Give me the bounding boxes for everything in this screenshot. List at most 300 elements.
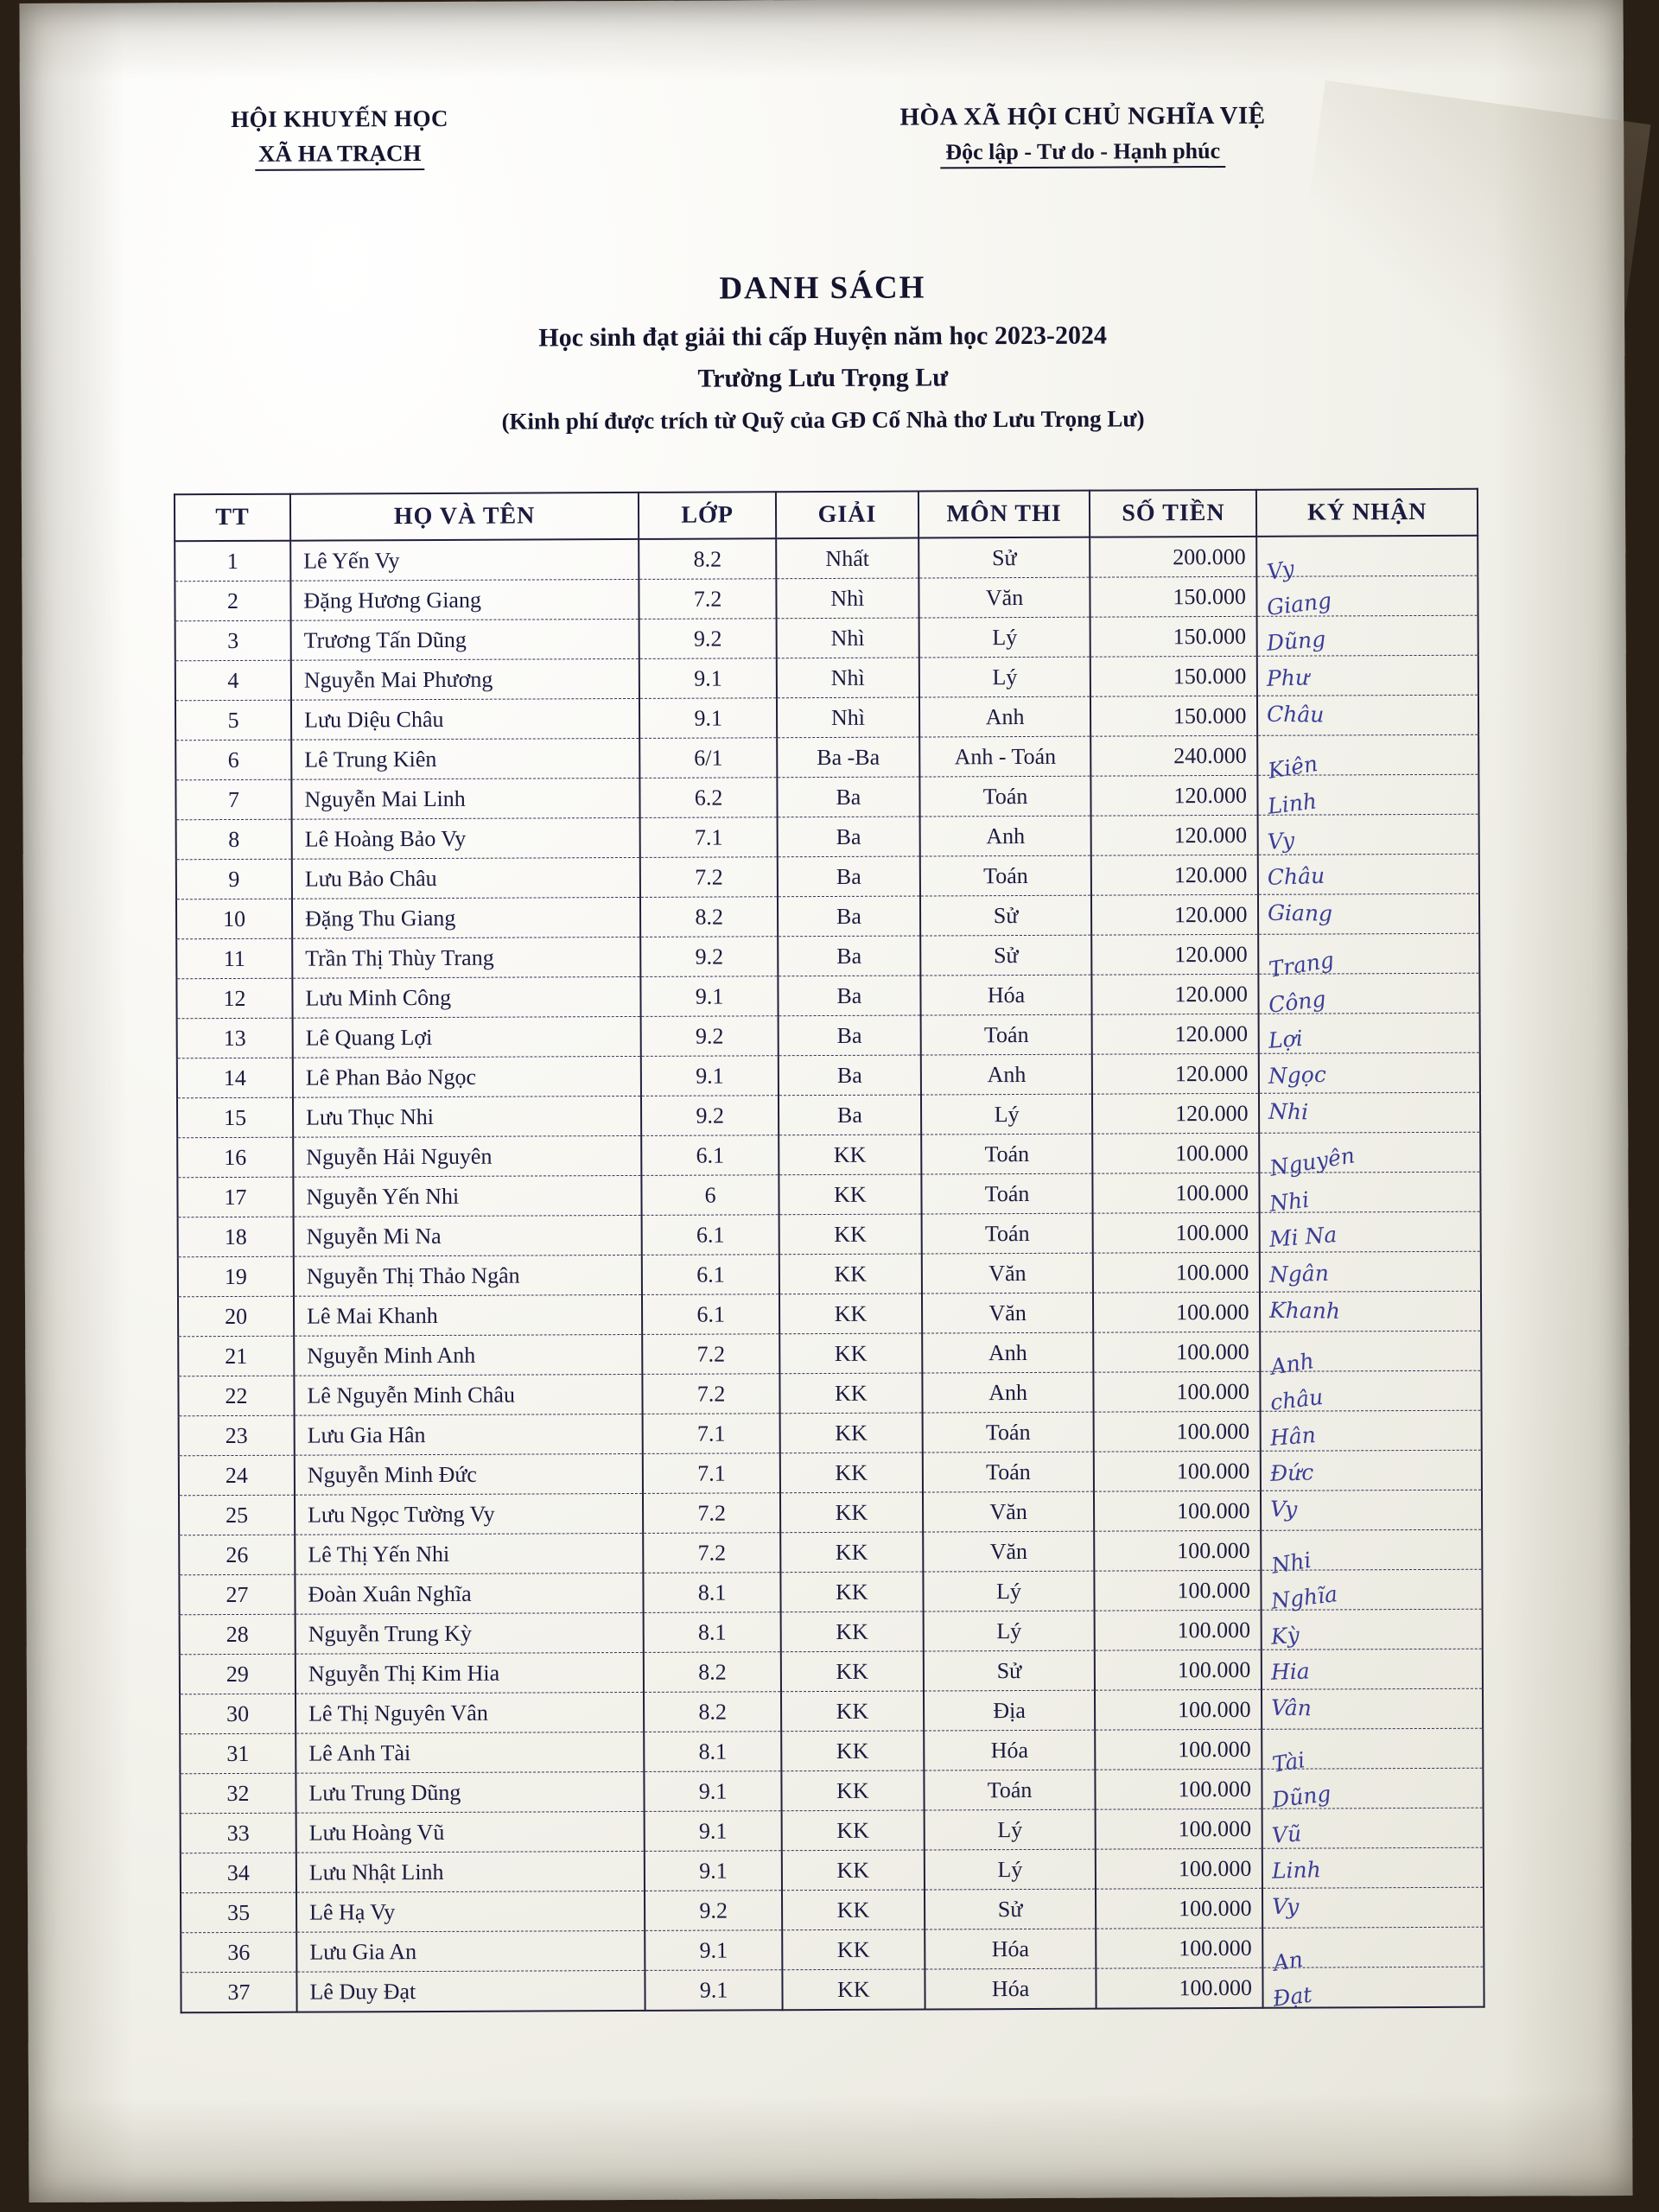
cell-prize: KK	[780, 1532, 923, 1573]
handwritten-signature: Kiên	[1266, 750, 1320, 784]
page-title: DANH SÁCH	[719, 270, 926, 307]
cell-prize: Ba	[779, 1015, 921, 1056]
cell-class: 9.2	[641, 1016, 779, 1057]
table-row	[177, 1052, 1480, 1098]
handwritten-signature: Vy	[1265, 556, 1297, 585]
cell-prize: KK	[782, 1969, 925, 2010]
cell-signature	[1261, 1370, 1482, 1415]
cell-subject: Sử	[920, 935, 1092, 976]
cell-name: Lê Trung Kiên	[291, 738, 639, 779]
cell-tt: 14	[177, 1058, 293, 1098]
cell-name: Nguyễn Thị Thảo Ngân	[294, 1255, 642, 1296]
cell-name: Lê Hoàng Bảo Vy	[292, 817, 640, 859]
cell-subject: Lý	[918, 617, 1090, 658]
table-row	[177, 1013, 1480, 1058]
cell-subject: Văn	[921, 1253, 1093, 1294]
cell-tt: 24	[179, 1455, 295, 1496]
cell-class: 9.1	[645, 1930, 782, 1971]
column-header-sign: KÝ NHẬN	[1256, 489, 1478, 537]
cell-name: Nguyễn Thị Kim Hia	[296, 1652, 644, 1694]
cell-signature	[1259, 1092, 1480, 1133]
cell-money: 150.000	[1090, 616, 1257, 657]
cell-subject: Lý	[924, 1849, 1096, 1890]
handwritten-signature: Vũ	[1271, 1821, 1303, 1848]
cell-signature	[1262, 1847, 1484, 1888]
cell-name: Lưu Bảo Châu	[292, 857, 640, 899]
cell-class: 9.1	[641, 1056, 779, 1096]
cell-money: 120.000	[1091, 855, 1258, 895]
cell-name: Lê Thị Yến Nhi	[295, 1533, 643, 1574]
cell-tt: 21	[178, 1336, 294, 1376]
table-row	[181, 1808, 1484, 1853]
table-row	[179, 1450, 1482, 1496]
handwritten-signature: Anh	[1268, 1348, 1317, 1380]
cell-signature	[1262, 1728, 1484, 1777]
table-row	[176, 814, 1479, 860]
cell-signature	[1261, 1490, 1482, 1530]
cell-name: Đoàn Xuân Nghĩa	[295, 1573, 643, 1614]
cell-name: Nguyễn Mai Phương	[291, 658, 639, 700]
table-row	[180, 1649, 1483, 1694]
cell-subject: Hóa	[925, 1968, 1096, 2009]
cell-tt: 13	[177, 1018, 293, 1058]
cell-class: 8.1	[644, 1612, 781, 1653]
cell-class: 7.2	[642, 1334, 779, 1375]
cell-prize: KK	[781, 1611, 924, 1652]
cell-signature	[1262, 1569, 1483, 1614]
cell-money: 100.000	[1094, 1332, 1261, 1372]
cell-subject: Anh	[922, 1372, 1094, 1413]
table-row	[180, 1609, 1483, 1655]
cell-name: Nguyễn Mi Na	[294, 1215, 642, 1256]
cell-subject: Văn	[923, 1491, 1095, 1532]
cell-class: 7.2	[643, 1493, 780, 1534]
handwritten-signature: Tài	[1270, 1747, 1307, 1777]
cell-tt: 25	[179, 1495, 295, 1535]
cell-prize: KK	[779, 1174, 921, 1215]
cell-signature	[1259, 1052, 1480, 1093]
cell-class: 7.2	[640, 857, 778, 898]
cell-signature	[1260, 1172, 1481, 1217]
cell-tt: 28	[180, 1614, 296, 1655]
cell-prize: KK	[779, 1294, 922, 1334]
cell-signature	[1258, 854, 1479, 894]
cell-class: 9.2	[639, 619, 777, 659]
cell-tt: 16	[177, 1137, 293, 1178]
cell-class: 6	[641, 1175, 779, 1216]
cell-prize: KK	[779, 1373, 922, 1414]
cell-name: Lưu Trung Dũng	[296, 1771, 644, 1813]
organization-block	[20, 105, 607, 173]
cell-class: 7.2	[643, 1533, 780, 1573]
handwritten-signature: Ngọc	[1268, 1061, 1327, 1089]
cell-subject: Anh	[919, 816, 1091, 856]
cell-signature	[1260, 1291, 1481, 1332]
cell-signature	[1260, 1211, 1481, 1252]
handwritten-signature: Khanh	[1269, 1297, 1341, 1324]
handwritten-signature: Ngân	[1268, 1260, 1330, 1287]
cell-tt: 34	[181, 1853, 296, 1893]
cell-class: 9.1	[639, 658, 777, 699]
cell-subject: Sử	[925, 1889, 1096, 1929]
handwritten-signature: Phư	[1266, 664, 1310, 691]
cell-tt: 4	[175, 660, 291, 701]
cell-subject: Lý	[918, 657, 1090, 697]
handwritten-signature: Nguyên	[1268, 1142, 1357, 1181]
cell-tt: 15	[177, 1097, 293, 1138]
cell-name: Đặng Hương Giang	[290, 579, 639, 620]
cell-signature	[1257, 575, 1478, 620]
handwritten-signature: Châu	[1267, 701, 1325, 728]
cell-tt: 3	[175, 620, 291, 661]
handwritten-signature: Giang	[1266, 588, 1333, 620]
table-row	[177, 1132, 1480, 1178]
cell-name: Lê Nguyễn Minh Châu	[294, 1374, 642, 1415]
cell-class: 6.1	[642, 1294, 779, 1335]
cell-signature	[1262, 1768, 1484, 1813]
handwritten-signature: Kỳ	[1270, 1622, 1301, 1649]
cell-money: 150.000	[1090, 696, 1257, 736]
cell-subject: Toán	[922, 1452, 1094, 1492]
students-table-container	[174, 488, 1485, 2014]
cell-name: Đặng Thu Giang	[292, 897, 640, 938]
cell-name: Lưu Minh Công	[292, 976, 640, 1018]
cell-class: 9.1	[640, 976, 778, 1017]
cell-subject: Toán	[921, 1173, 1093, 1214]
cell-prize: Ba	[777, 777, 919, 817]
cell-money: 100.000	[1096, 1769, 1262, 1809]
table-row	[177, 1092, 1480, 1138]
handwritten-signature: Vân	[1271, 1694, 1313, 1721]
cell-class: 9.2	[641, 1096, 779, 1136]
cell-prize: Ba	[778, 896, 920, 937]
table-row	[181, 1847, 1484, 1893]
handwritten-signature: Linh	[1271, 1857, 1322, 1884]
cell-prize: Nhì	[777, 658, 919, 698]
cell-money: 240.000	[1091, 735, 1258, 776]
cell-subject: Toán	[919, 855, 1091, 896]
cell-signature	[1258, 814, 1479, 855]
handwritten-signature: Linh	[1267, 788, 1319, 819]
cell-prize: KK	[779, 1135, 921, 1175]
table-row	[180, 1728, 1483, 1774]
cell-prize: KK	[781, 1731, 924, 1771]
cell-prize: Nhì	[777, 618, 919, 658]
cell-tt: 29	[180, 1654, 296, 1694]
cell-signature	[1259, 1013, 1480, 1053]
cell-class: 7.2	[639, 579, 776, 620]
cell-subject: Văn	[923, 1531, 1095, 1572]
table-row	[175, 695, 1478, 741]
cell-tt: 18	[178, 1217, 294, 1257]
cell-subject: Toán	[919, 776, 1091, 817]
table-row	[178, 1331, 1481, 1376]
cell-money: 100.000	[1095, 1530, 1262, 1571]
cell-class: 6.1	[642, 1255, 779, 1295]
cell-signature	[1262, 1887, 1484, 1928]
cell-subject: Hóa	[925, 1929, 1096, 1969]
students-table-body	[175, 536, 1484, 2013]
table-row	[179, 1529, 1482, 1575]
cell-prize: KK	[782, 1850, 925, 1891]
cell-class: 7.1	[643, 1414, 780, 1454]
cell-name: Nguyễn Yến Nhi	[293, 1175, 641, 1217]
cell-subject: Hóa	[924, 1730, 1096, 1770]
table-row	[178, 1211, 1481, 1257]
handwritten-signature: An	[1271, 1946, 1306, 1976]
cell-tt: 1	[175, 541, 290, 582]
cell-signature	[1261, 1410, 1482, 1451]
national-heading-block	[607, 100, 1558, 170]
cell-tt: 35	[181, 1892, 296, 1933]
table-row	[180, 1688, 1483, 1734]
cell-tt: 7	[175, 779, 291, 820]
cell-prize: Ba	[778, 817, 920, 857]
cell-name: Lê Duy Đạt	[296, 1970, 645, 2012]
cell-tt: 36	[181, 1932, 296, 1973]
cell-signature	[1261, 1331, 1482, 1380]
table-row	[176, 933, 1479, 979]
cell-class: 8.1	[643, 1573, 780, 1613]
cell-subject: Sử	[920, 895, 1092, 936]
cell-subject: Anh	[922, 1332, 1094, 1373]
cell-signature	[1259, 933, 1480, 982]
table-row	[176, 893, 1479, 939]
cell-money: 120.000	[1092, 974, 1259, 1014]
handwritten-signature: Hân	[1269, 1422, 1318, 1451]
cell-tt: 30	[180, 1694, 296, 1734]
cell-name: Lê Mai Khanh	[294, 1294, 642, 1336]
cell-subject: Sử	[918, 537, 1090, 578]
cell-signature	[1257, 655, 1478, 696]
cell-signature	[1259, 973, 1480, 1018]
national-title: HÒA XÃ HỘI CHỦ NGHĨA VIỆ	[899, 101, 1266, 131]
cell-money: 100.000	[1094, 1411, 1261, 1452]
cell-prize: Ba	[778, 936, 920, 976]
cell-name: Lưu Gia An	[296, 1930, 645, 1972]
cell-class: 9.1	[645, 1811, 782, 1852]
cell-money: 100.000	[1096, 1848, 1262, 1889]
cell-money: 120.000	[1091, 815, 1258, 855]
cell-signature	[1260, 1251, 1481, 1292]
cell-name: Nguyễn Trung Kỳ	[296, 1612, 644, 1654]
table-row	[175, 734, 1478, 780]
cell-prize: KK	[781, 1651, 924, 1692]
cell-money: 100.000	[1096, 1808, 1262, 1849]
cell-prize: Ba	[779, 1095, 921, 1135]
cell-class: 7.2	[642, 1374, 779, 1414]
document-header	[20, 100, 1624, 173]
cell-name: Lê Quang Lợi	[293, 1016, 641, 1058]
cell-name: Nguyễn Mai Linh	[291, 778, 639, 819]
table-header-row	[175, 489, 1478, 542]
cell-prize: KK	[779, 1254, 922, 1294]
cell-tt: 37	[181, 1972, 296, 2012]
cell-name: Lê Yến Vy	[290, 539, 639, 581]
cell-prize: KK	[780, 1413, 923, 1453]
cell-name: Nguyễn Hải Nguyên	[293, 1135, 641, 1177]
cell-tt: 19	[178, 1256, 294, 1297]
cell-class: 6.1	[642, 1215, 779, 1255]
handwritten-signature: Lợi	[1268, 1026, 1305, 1053]
cell-money: 100.000	[1093, 1252, 1260, 1293]
cell-tt: 8	[176, 819, 292, 860]
cell-subject: Sử	[923, 1650, 1095, 1691]
cell-subject: Địa	[924, 1690, 1096, 1731]
cell-class: 8.1	[644, 1732, 781, 1772]
handwritten-signature: Đức	[1269, 1459, 1315, 1486]
cell-class: 8.2	[644, 1652, 781, 1693]
cell-signature	[1262, 1649, 1483, 1689]
organization-name: HỘI KHUYẾN HỌC	[231, 105, 448, 132]
cell-signature	[1260, 1132, 1481, 1181]
cell-prize: KK	[781, 1691, 924, 1732]
cell-class: 6.2	[639, 778, 777, 818]
funding-note: (Kinh phí được trích từ Quỹ của GĐ Cố Nhà thơ Lưu Trọng Lư)	[501, 405, 1145, 435]
handwritten-signature: Vy	[1267, 827, 1296, 855]
cell-signature	[1257, 695, 1478, 735]
cell-prize: KK	[782, 1890, 925, 1930]
cell-subject: Lý	[923, 1571, 1095, 1611]
cell-prize: KK	[780, 1572, 923, 1612]
cell-prize: Ba -Ba	[777, 737, 919, 778]
handwritten-signature: Nhi	[1268, 1098, 1309, 1125]
title-block	[21, 266, 1625, 437]
cell-subject: Lý	[921, 1094, 1093, 1135]
cell-tt: 12	[176, 978, 292, 1019]
cell-class: 9.1	[639, 698, 777, 739]
cell-signature	[1258, 734, 1479, 784]
handwritten-signature: Dũng	[1271, 1781, 1333, 1813]
cell-signature	[1257, 536, 1478, 585]
cell-signature	[1263, 1927, 1484, 1976]
cell-name: Lưu Ngọc Tường Vy	[295, 1493, 643, 1535]
cell-prize: KK	[781, 1770, 924, 1811]
cell-class: 8.2	[639, 538, 776, 579]
table-row	[179, 1410, 1482, 1456]
cell-subject: Văn	[922, 1293, 1094, 1333]
cell-name: Trương Tấn Dũng	[291, 619, 639, 660]
cell-signature	[1258, 893, 1479, 934]
cell-signature	[1261, 1450, 1482, 1491]
cell-money: 100.000	[1093, 1133, 1260, 1173]
column-header-name: HỌ VÀ TÊN	[290, 493, 639, 541]
handwritten-signature: Vy	[1270, 1496, 1298, 1522]
cell-subject: Anh	[919, 696, 1091, 737]
cell-money: 100.000	[1096, 1888, 1262, 1929]
cell-money: 150.000	[1090, 656, 1257, 696]
cell-prize: KK	[779, 1333, 922, 1374]
handwritten-signature: Hia	[1270, 1658, 1311, 1685]
cell-subject: Toán	[921, 1134, 1093, 1174]
handwritten-signature: Nhi	[1268, 1186, 1312, 1217]
handwritten-signature: Vy	[1272, 1893, 1300, 1920]
handwritten-signature: Trang	[1267, 947, 1337, 982]
cell-signature	[1262, 1529, 1483, 1579]
column-header-tt: TT	[175, 494, 290, 542]
cell-class: 9.2	[640, 937, 778, 977]
cell-tt: 11	[176, 938, 292, 979]
cell-tt: 20	[178, 1296, 294, 1337]
cell-subject: Hóa	[920, 975, 1092, 1015]
cell-class: 7.1	[643, 1453, 780, 1494]
table-row	[176, 854, 1479, 899]
table-row	[175, 615, 1478, 661]
table-row	[181, 1927, 1484, 1973]
document-subtitle: Học sinh đạt giải thi cấp Huyện năm học 2023-2024	[538, 321, 1107, 353]
cell-money: 100.000	[1093, 1173, 1260, 1213]
cell-tt: 17	[177, 1177, 293, 1217]
cell-name: Lưu Nhật Linh	[296, 1851, 645, 1892]
cell-subject: Lý	[923, 1611, 1095, 1651]
handwritten-signature: Đạt	[1272, 1981, 1314, 2012]
cell-money: 100.000	[1095, 1649, 1262, 1690]
school-name: Trường Lưu Trọng Lư	[697, 363, 949, 393]
cell-prize: Nhì	[776, 578, 918, 619]
cell-prize: Ba	[779, 1055, 921, 1096]
cell-prize: KK	[779, 1214, 922, 1255]
cell-money: 120.000	[1092, 1093, 1259, 1134]
cell-tt: 9	[176, 859, 292, 899]
cell-money: 100.000	[1094, 1371, 1261, 1412]
cell-name: Trần Thị Thùy Trang	[292, 937, 640, 978]
cell-name: Nguyễn Minh Anh	[294, 1334, 642, 1376]
handwritten-signature: Giang	[1268, 899, 1333, 926]
cell-money: 120.000	[1092, 934, 1259, 975]
cell-class: 9.2	[645, 1891, 782, 1931]
cell-prize: Ba	[778, 976, 920, 1016]
cell-tt: 23	[179, 1415, 295, 1456]
cell-tt: 26	[179, 1535, 295, 1575]
cell-money: 100.000	[1095, 1689, 1262, 1730]
cell-signature	[1262, 1808, 1484, 1848]
table-row	[178, 1291, 1481, 1337]
handwritten-signature: Nhi	[1269, 1547, 1313, 1579]
paper-document	[19, 0, 1632, 2202]
table-row	[181, 1887, 1484, 1933]
cell-subject: Toán	[920, 1014, 1092, 1055]
national-motto: Độc lập - Tư do - Hạnh phúc	[940, 138, 1225, 168]
organization-commune: XÃ HA TRẠCH	[255, 140, 425, 171]
cell-money: 100.000	[1096, 1967, 1263, 2008]
cell-signature	[1263, 1967, 1484, 2012]
cell-class: 8.2	[644, 1692, 781, 1732]
cell-subject: Anh - Toán	[919, 736, 1091, 777]
cell-tt: 6	[175, 740, 291, 780]
cell-prize: Ba	[778, 856, 920, 897]
cell-tt: 10	[176, 899, 292, 939]
cell-subject: Toán	[921, 1213, 1093, 1254]
cell-prize: Nhì	[777, 697, 919, 738]
cell-signature	[1257, 615, 1478, 656]
students-table	[174, 488, 1485, 2014]
cell-tt: 2	[175, 581, 290, 621]
cell-money: 120.000	[1091, 894, 1258, 935]
cell-class: 7.1	[640, 817, 778, 858]
cell-signature	[1258, 774, 1479, 819]
cell-money: 150.000	[1090, 576, 1257, 617]
cell-name: Lưu Diệu Châu	[291, 698, 639, 740]
cell-prize: KK	[782, 1929, 925, 1970]
column-header-prize: GIẢI	[776, 492, 918, 539]
handwritten-signature: Dũng	[1266, 626, 1327, 656]
column-header-class: LỚP	[639, 492, 776, 539]
cell-class: 9.1	[645, 1970, 782, 2011]
handwritten-signature: Nghĩa	[1270, 1581, 1339, 1614]
cell-money: 100.000	[1096, 1928, 1263, 1968]
cell-subject: Toán	[924, 1770, 1096, 1810]
cell-money: 100.000	[1093, 1292, 1260, 1332]
